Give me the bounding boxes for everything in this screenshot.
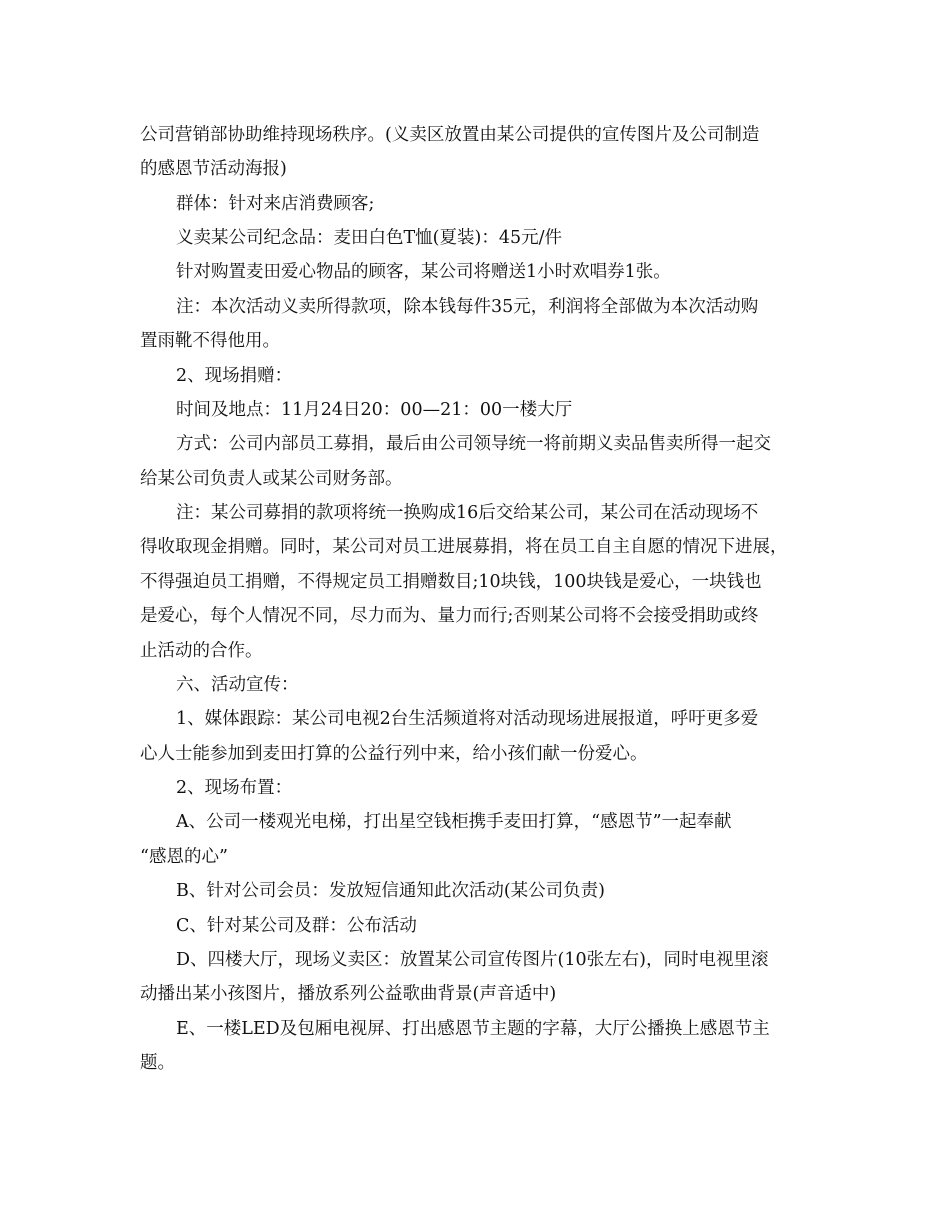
text-line: 题。 [140, 1053, 175, 1073]
section-heading: 六、活动宣传： [176, 675, 299, 695]
section-heading: 2、现场布置： [176, 778, 293, 798]
text-line: 给某公司负责人或某公司财务部。 [140, 469, 403, 489]
text-line: 是爱心，每个人情况不同，尽力而为、量力而行;否则某公司将不会接受捐助或终 [140, 606, 759, 626]
text-line: 得收取现金捐赠。同时，某公司对员工进展募捐，将在员工自主自愿的情况下进展， [140, 537, 788, 557]
text-line: 针对购置麦田爱心物品的顾客，某公司将赠送1小时欢唱券1张。 [176, 262, 671, 282]
section-heading: 2、现场捐赠： [176, 366, 293, 386]
text-line: 群体：针对来店消费顾客; [176, 194, 375, 214]
text-line: E、一楼LED及包厢电视屏、打出感恩节主题的字幕，大厅公播换上感恩节主 [176, 1019, 770, 1039]
text-line: 置雨靴不得他用。 [140, 331, 280, 351]
text-line: 方式：公司内部员工募捐，最后由公司领导统一将前期义卖品售卖所得一起交 [176, 434, 771, 454]
text-line: 的感恩节活动海报) [140, 159, 287, 179]
text-line: 动播出某小孩图片，播放系列公益歌曲背景(声音适中) [140, 984, 557, 1004]
text-line: B、针对公司会员：发放短信通知此次活动(某公司负责) [176, 881, 606, 901]
text-line: 止活动的合作。 [140, 641, 263, 661]
text-line: 义卖某公司纪念品：麦田白色T恤(夏装)：45元/件 [176, 228, 562, 248]
text-line: 注：本次活动义卖所得款项，除本钱每件35元，利润将全部做为本次活动购 [176, 297, 759, 317]
text-line: 公司营销部协助维持现场秩序。(义卖区放置由某公司提供的宣传图片及公司制造 [140, 125, 760, 145]
text-line: 不得强迫员工捐赠，不得规定员工捐赠数目;10块钱，100块钱是爱心，一块钱也 [140, 572, 762, 592]
text-line: 心人士能参加到麦田打算的公益行列中来，给小孩们献一份爱心。 [140, 744, 648, 764]
text-line: 1、媒体跟踪：某公司电视2台生活频道将对活动现场进展报道，呼吁更多爱 [176, 709, 759, 729]
text-line: D、四楼大厅，现场义卖区：放置某公司宣传图片(10张左右)，同时电视里滚 [176, 950, 769, 970]
text-line: C、针对某公司及群：公布活动 [176, 916, 417, 936]
text-line: 注：某公司募捐的款项将统一换购成16后交给某公司，某公司在活动现场不 [176, 503, 759, 523]
text-line: A、公司一楼观光电梯，打出星空钱柜携手麦田打算，“感恩节”一起奉献 [176, 812, 732, 832]
text-line: 时间及地点：11月24日20：00—21：00一楼大厅 [176, 400, 573, 420]
text-line: “感恩的心” [140, 847, 228, 867]
